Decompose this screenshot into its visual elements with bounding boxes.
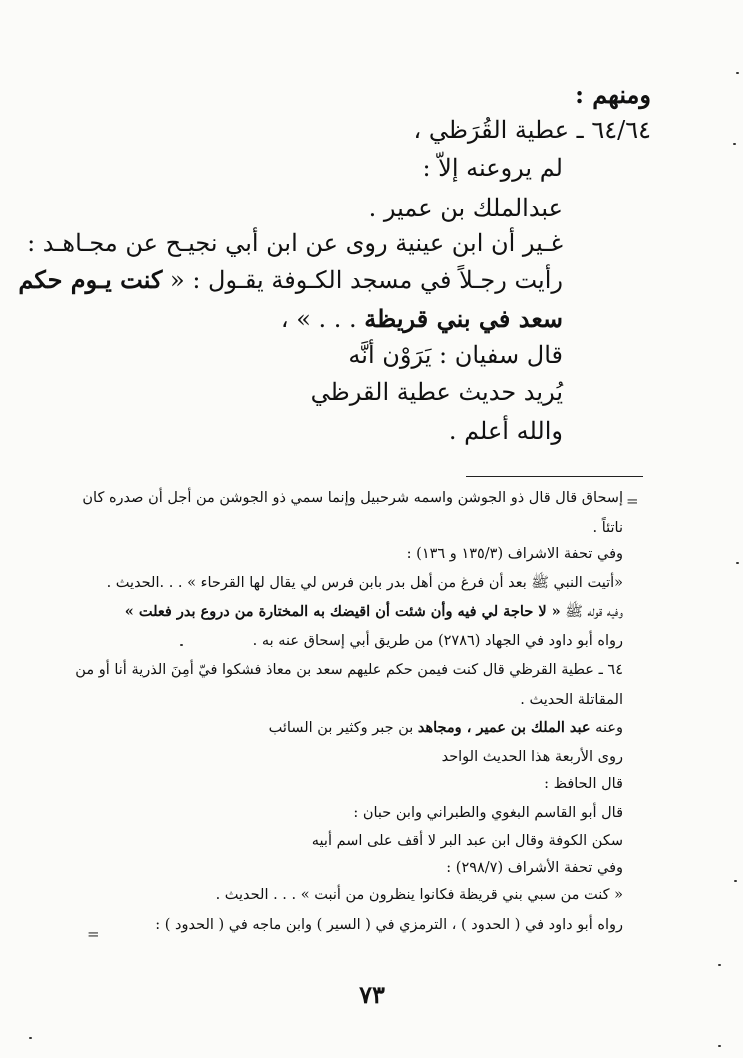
narrator-name: عبدالملك بن عمير .: [368, 194, 563, 222]
continuation-mark: =: [626, 492, 639, 510]
footnote-line: إسحاق قال قال ذو الجوشن واسمه شرحبيل وإنما سمي ذو الجوشن من أجل أن صدره كان: [82, 490, 623, 506]
entry-title: ٦٤/٦٤ ـ عطية القُرَظي ،: [413, 116, 651, 144]
footnote-line: وفي تحفة الأشراف (٢٩٨/٧) :: [446, 860, 623, 876]
footnote-line: «أتيت النبي ﷺ بعد أن فرغ من أهل بدر بابن فرس لي يقال لها القرحاء » . . .الحديث .: [106, 575, 623, 591]
footnote-line: قال أبو القاسم البغوي والطبراني وابن حبان :: [353, 805, 623, 821]
footnote-line: روى الأربعة هذا الحديث الواحد: [441, 749, 623, 765]
scan-speck: [734, 880, 737, 882]
body-line-quote-end: [281, 304, 563, 334]
scan-speck: [736, 72, 739, 74]
footnote-line: قال الحافظ :: [544, 776, 623, 792]
footnote-text: وفيه قوله ﷺ: [560, 604, 623, 620]
footnote-entry: ٦٤ ـ عطية القرظي قال كنت فيمن حكم عليهم سعد بن معاذ فشكوا فيّ أمِنَ الذرية أنا أو من: [75, 662, 623, 678]
scan-speck: [718, 964, 721, 966]
page-number: ٧٣: [359, 980, 385, 1009]
quote-text-continued: سعد في بني قريظة: [364, 304, 563, 333]
footnote-line: وفي تحفة الاشراف (١٣٥/٣ و ١٣٦) :: [406, 546, 623, 562]
footnote-quote: « لا حاجة لي فيه وأن شئت أن اقيضك به المختارة من دروع بدر فعلت »: [124, 603, 561, 620]
body-line: قال سفيان : يَرَوْن أنَّه: [348, 341, 563, 369]
body-line: غـير أن ابن عينية روى عن ابن أبي نجيـح عن مجـاهـد :: [27, 229, 563, 257]
footnote-line: سكن الكوفة وقال ابن عبد البر لا أقف على اسم أبيه: [311, 833, 623, 849]
footnote-line: « كنت من سبي بني قريظة فكانوا ينظرون من أنبت » . . . الحديث .: [215, 887, 623, 903]
body-line: يُريد حديث عطية القرظي: [310, 378, 563, 406]
footnote-text: وعنه: [590, 720, 623, 736]
quote-text: كنت يـوم حكم: [18, 265, 163, 294]
scan-speck: [29, 1037, 32, 1039]
footnote-line: [125, 602, 623, 622]
footnote-separator: [466, 476, 643, 477]
footnote-line: رواه أبو داود في ( الحدود ) ، الترمزي في ( السير ) وابن ماجه في ( الحدود ) :: [155, 917, 623, 933]
body-line-quote: [18, 265, 563, 295]
narrators-intro: لم يروعنه إلاّ :: [422, 154, 563, 182]
quote-intro: رأيت رجـلاً في مسجد الكـوفة يقـول : «: [170, 266, 563, 294]
scan-speck: [718, 1045, 721, 1047]
continuation-mark: =: [87, 925, 100, 943]
quote-ellipsis: . . . » ،: [280, 305, 357, 333]
scan-speck: [180, 644, 183, 646]
footnote-line: [269, 718, 623, 738]
section-heading: ومنهم :: [575, 80, 651, 109]
footnote-line: ناتئاً .: [592, 520, 623, 536]
footnote-text: بن جبر وكثير بن السائب: [268, 720, 418, 736]
scan-speck: [736, 562, 739, 564]
footnote-line: رواه أبو داود في الجهاد (٢٧٨٦) من طريق أبي إسحاق عنه به .: [252, 633, 623, 649]
footnote-line: المقاتلة الحديث .: [520, 692, 623, 708]
footnote-names: عبد الملك بن عمير ، ومجاهد: [417, 719, 591, 736]
closing-line: والله أعلم .: [448, 417, 563, 445]
scan-speck: [733, 143, 736, 145]
